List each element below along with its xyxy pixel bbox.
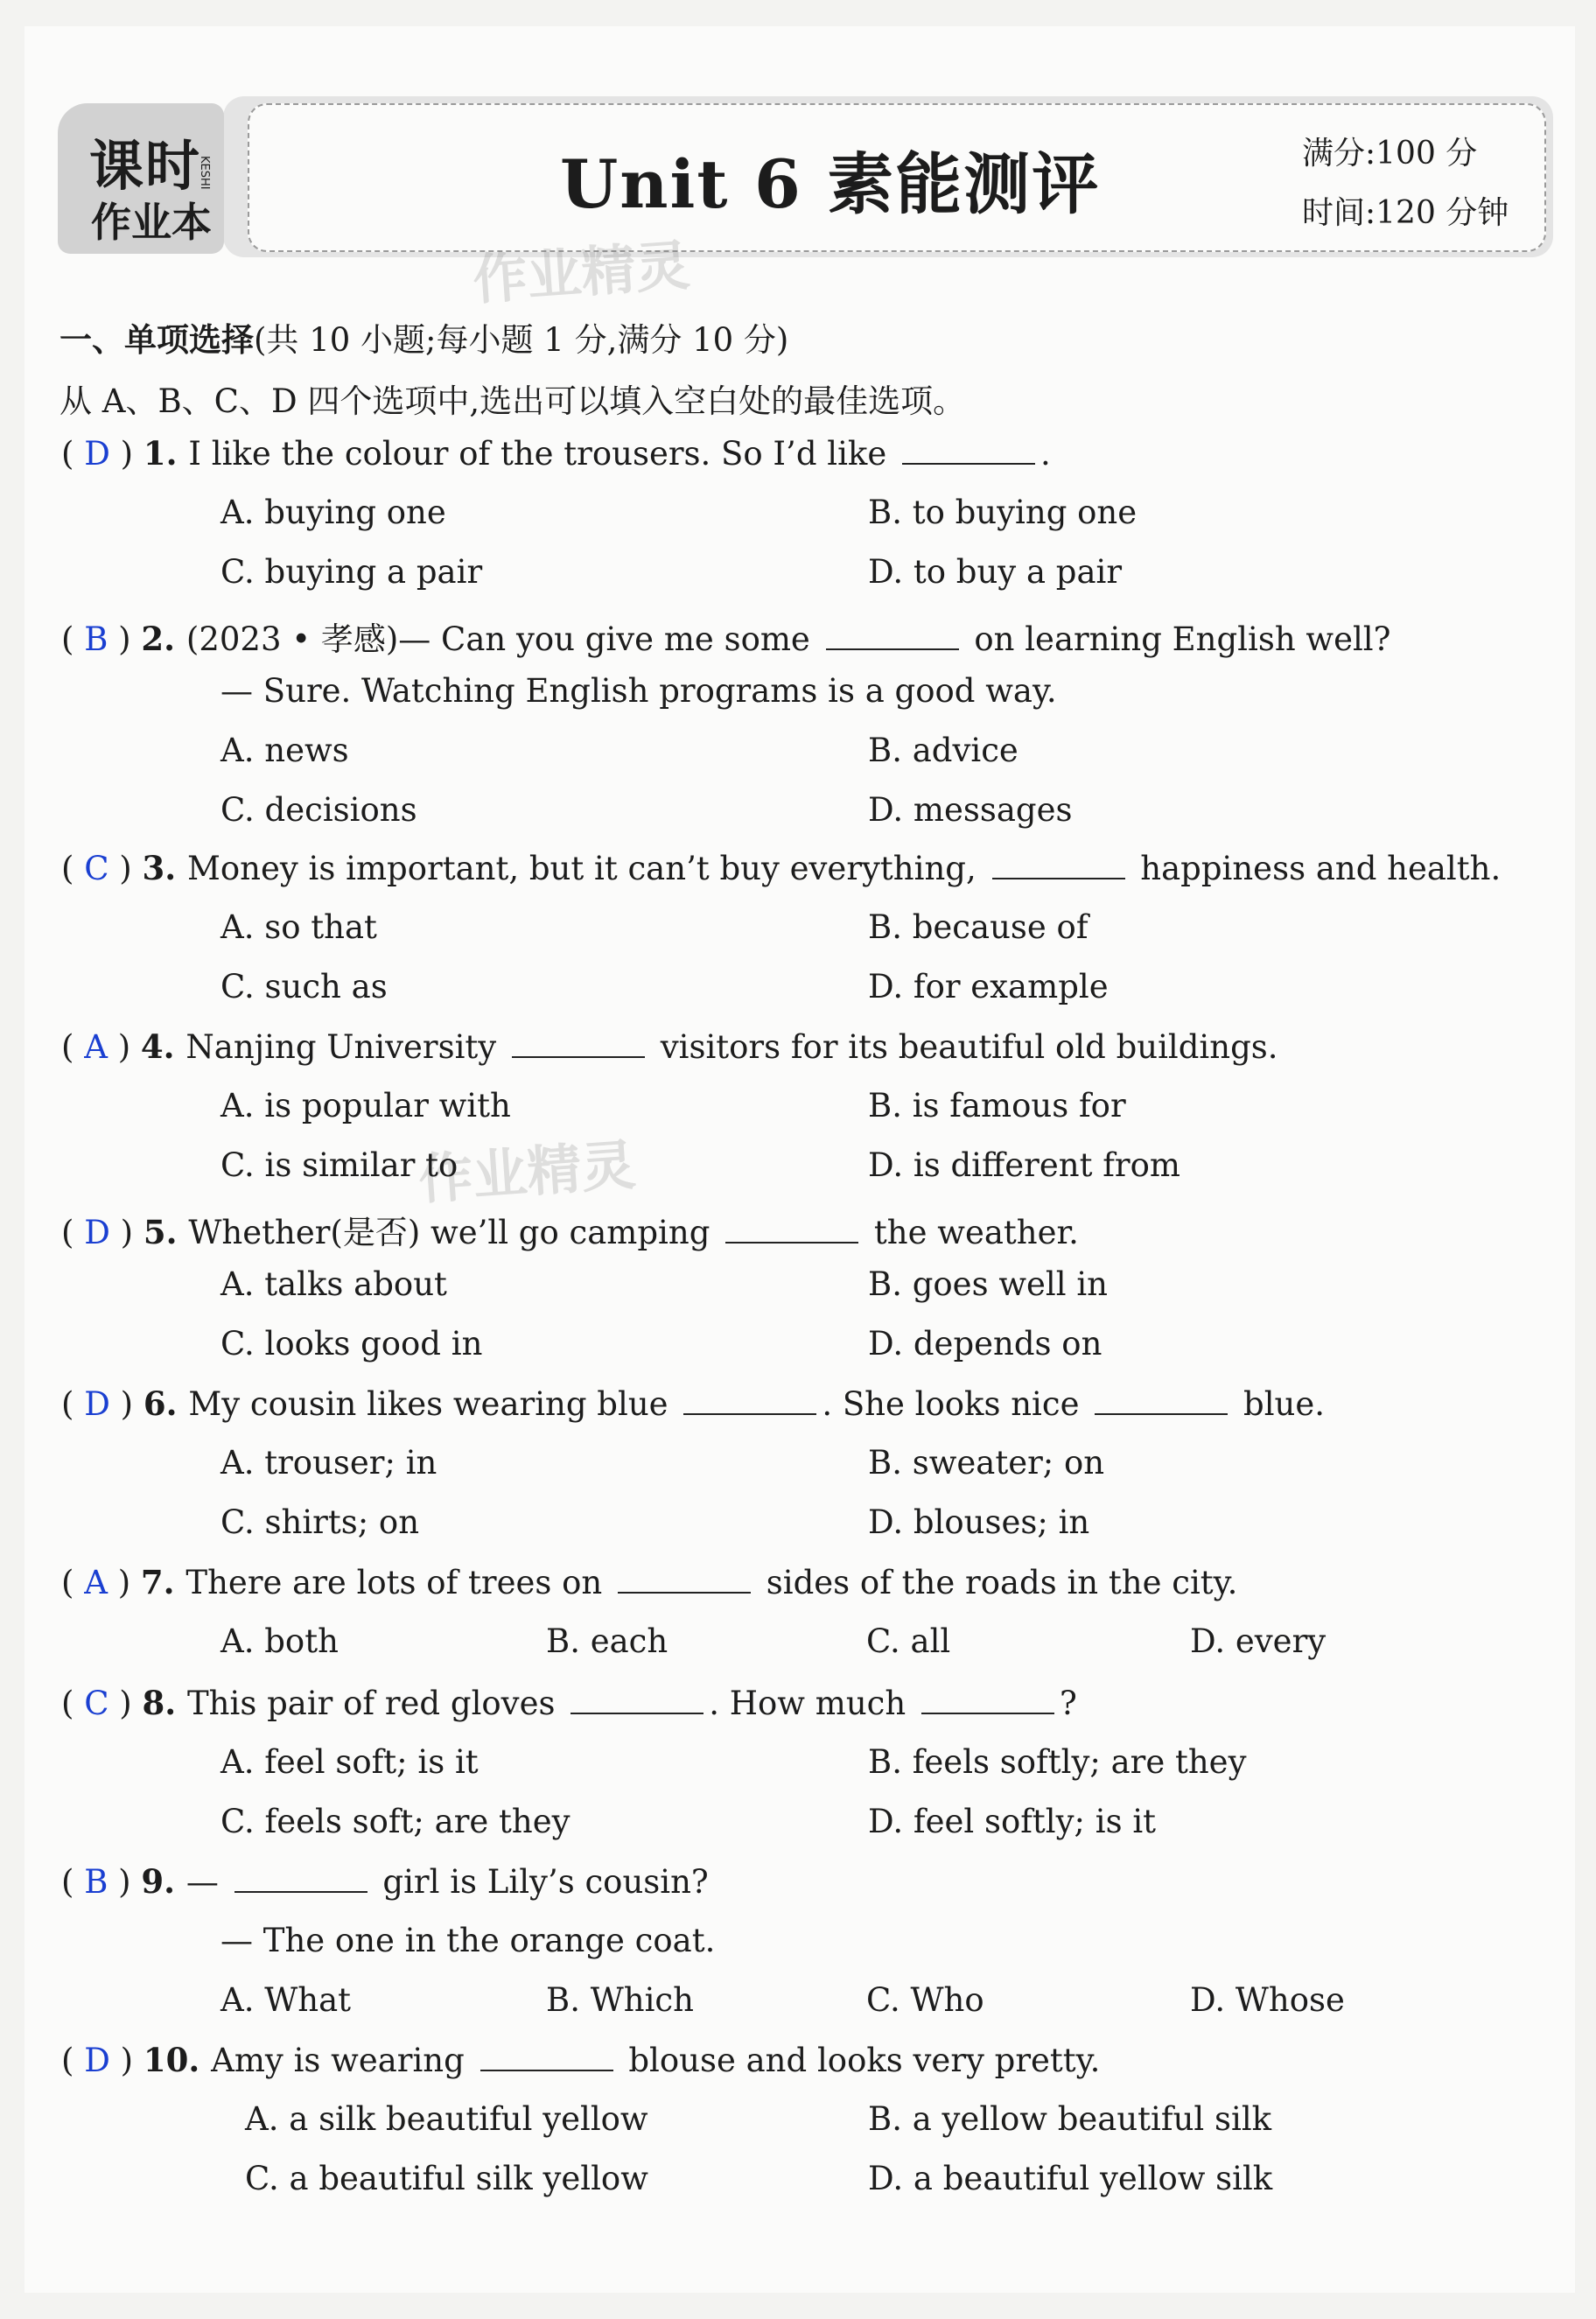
section-note: (共 10 小题;每小题 1 分,满分 10 分): [254, 321, 789, 359]
option-d: D. Whose: [1190, 1981, 1345, 2019]
option-b: B. goes well in: [868, 1265, 1108, 1303]
option-a: A. a silk beautiful yellow: [245, 2100, 648, 2138]
time-limit: 时间:120 分钟: [1302, 195, 1509, 231]
option-b: B. each: [546, 1622, 668, 1660]
answer-paren: ): [109, 435, 144, 473]
answer-paren: (: [61, 850, 85, 887]
stem-text: Amy is wearing: [211, 2042, 475, 2079]
question-number: 10.: [143, 2041, 212, 2079]
option-d: D. messages: [868, 791, 1073, 829]
question-number: 7.: [140, 1563, 186, 1601]
answer-paren: (: [61, 2042, 85, 2079]
watermark: 作业精灵: [416, 1132, 638, 1212]
stem-text: . How much: [709, 1685, 916, 1722]
option-b: B. advice: [868, 732, 1018, 769]
answer-blank: [618, 1566, 751, 1594]
stem-text: There are lots of trees on: [186, 1564, 612, 1601]
question-stem: [61, 434, 1051, 473]
question-number: 1.: [143, 434, 189, 473]
stem-text: blouse and looks very pretty.: [618, 2042, 1101, 2079]
option-a: A. What: [220, 1981, 352, 2019]
answer-blank: [921, 1686, 1054, 1714]
option-a: A. buying one: [220, 494, 446, 531]
option-a: A. feel soft; is it: [220, 1743, 479, 1781]
answer-paren: (: [61, 1214, 85, 1251]
option-b: B. to buying one: [868, 494, 1138, 531]
option-c: C. Who: [866, 1981, 984, 2019]
answer-letter: D: [84, 2042, 110, 2079]
option-a: A. trouser; in: [220, 1444, 438, 1482]
option-d: D. feel softly; is it: [868, 1803, 1157, 1840]
answer-blank: [725, 1216, 858, 1244]
stem-text: . She looks nice: [822, 1385, 1090, 1423]
answer-blank: [480, 2043, 613, 2071]
stem-line: — The one in the orange coat.: [220, 1922, 716, 1959]
option-a: A. is popular with: [220, 1087, 511, 1124]
answer-letter: B: [84, 620, 108, 658]
stem-text: —: [186, 1863, 229, 1901]
answer-paren: (: [61, 1564, 85, 1601]
option-a: A. both: [220, 1622, 339, 1660]
answer-paren: (: [61, 1028, 85, 1066]
option-c: C. shirts; on: [220, 1503, 420, 1541]
answer-paren: ): [108, 1685, 143, 1722]
option-c: C. feels soft; are they: [220, 1803, 570, 1840]
full-score: 满分:100 分: [1302, 136, 1478, 172]
question-number: 6.: [143, 1384, 189, 1423]
question-number: 9.: [141, 1862, 186, 1901]
question-number: 3.: [142, 849, 187, 887]
stem-text: Nanjing University: [186, 1028, 507, 1066]
answer-blank: [683, 1387, 816, 1415]
answer-blank: [992, 851, 1125, 879]
section-heading: [60, 313, 788, 361]
option-d: D. blouses; in: [868, 1503, 1090, 1541]
question-stem: [61, 1862, 709, 1901]
stem-text: .: [1040, 435, 1051, 473]
answer-paren: (: [61, 620, 85, 658]
option-d: D. is different from: [868, 1146, 1180, 1184]
option-a: A. news: [220, 732, 349, 769]
option-b: B. because of: [868, 908, 1088, 946]
answer-blank: [1095, 1387, 1228, 1415]
answer-blank: [826, 622, 959, 650]
answer-blank: [902, 437, 1035, 465]
answer-letter: A: [84, 1028, 108, 1066]
option-c: C. such as: [220, 968, 388, 1005]
watermark: 作业精灵: [471, 233, 692, 312]
question-stem: [61, 2041, 1100, 2079]
option-d: D. depends on: [868, 1325, 1102, 1363]
question-stem: [61, 1384, 1325, 1423]
score-info: [1302, 124, 1508, 243]
stem-text: happiness and health.: [1130, 850, 1502, 887]
option-c: C. is similar to: [220, 1146, 458, 1184]
section-instruction: 从 A、B、C、D 四个选项中,选出可以填入空白处的最佳选项。: [60, 382, 966, 420]
answer-paren: ): [108, 1863, 142, 1901]
answer-letter: D: [84, 435, 110, 473]
stem-text: This pair of red gloves: [187, 1685, 566, 1722]
stem-text: Whether(是否) we’ll go camping: [188, 1214, 721, 1251]
stem-text: (2023 • 孝感)— Can you give me some: [186, 620, 821, 658]
answer-letter: B: [84, 1863, 108, 1901]
answer-paren: (: [61, 1685, 85, 1722]
question-number: 8.: [142, 1684, 187, 1722]
option-c: C. a beautiful silk yellow: [245, 2160, 648, 2197]
answer-blank: [570, 1686, 704, 1714]
stem-text: girl is Lily’s cousin?: [372, 1863, 709, 1901]
option-b: B. feels softly; are they: [868, 1743, 1247, 1781]
answer-blank: [512, 1030, 645, 1058]
option-a: A. so that: [220, 908, 377, 946]
question-number: 4.: [140, 1027, 186, 1066]
answer-blank: [234, 1865, 368, 1893]
stem-text: My cousin likes wearing blue: [188, 1385, 679, 1423]
answer-letter: C: [84, 1685, 109, 1722]
answer-letter: D: [84, 1214, 110, 1251]
answer-paren: ): [109, 1385, 144, 1423]
answer-paren: ): [107, 1564, 141, 1601]
answer-letter: C: [84, 850, 109, 887]
answer-letter: A: [84, 1564, 108, 1601]
stem-text: Money is important, but it can’t buy everything,: [187, 850, 987, 887]
section-title: 一、单项选择: [60, 321, 254, 359]
badge-tiny-text: KESHI: [198, 156, 211, 190]
option-c: C. looks good in: [220, 1325, 483, 1363]
option-d: D. for example: [868, 968, 1109, 1005]
badge-top-text: 课时: [89, 134, 202, 198]
option-a: A. talks about: [220, 1265, 447, 1303]
answer-paren: (: [61, 435, 85, 473]
option-d: D. to buy a pair: [868, 553, 1123, 591]
answer-letter: D: [84, 1385, 110, 1423]
stem-line: — Sure. Watching English programs is a good way.: [220, 672, 1057, 710]
option-b: B. is famous for: [868, 1087, 1126, 1124]
option-c: C. decisions: [220, 791, 417, 829]
answer-paren: ): [108, 850, 143, 887]
option-b: B. sweater; on: [868, 1444, 1105, 1482]
question-number: 2.: [141, 620, 186, 658]
option-d: D. every: [1190, 1622, 1326, 1660]
question-stem: [61, 1563, 1237, 1601]
answer-paren: ): [107, 1028, 141, 1066]
answer-paren: ): [108, 620, 142, 658]
stem-text: visitors for its beautiful old buildings.: [649, 1028, 1278, 1066]
answer-paren: ): [109, 1214, 144, 1251]
question-stem: [61, 1027, 1278, 1066]
option-b: B. a yellow beautiful silk: [868, 2100, 1272, 2138]
stem-text: sides of the roads in the city.: [756, 1564, 1238, 1601]
stem-text: ?: [1059, 1685, 1077, 1722]
stem-text: on learning English well?: [963, 620, 1391, 658]
question-number: 5.: [143, 1213, 189, 1251]
stem-text: I like the colour of the trousers. So I’d like: [188, 435, 898, 473]
answer-paren: (: [61, 1385, 85, 1423]
answer-paren: ): [109, 2042, 144, 2079]
question-stem: [61, 613, 1390, 660]
page-title: Unit 6 素能测评: [560, 145, 1101, 223]
stem-text: the weather.: [864, 1214, 1079, 1251]
option-d: D. a beautiful yellow silk: [868, 2160, 1273, 2197]
question-stem: [61, 1684, 1077, 1722]
question-stem: [61, 849, 1501, 887]
answer-paren: (: [61, 1863, 85, 1901]
stem-text: blue.: [1233, 1385, 1326, 1423]
option-b: B. Which: [546, 1981, 694, 2019]
badge-bottom-text: 作业本: [91, 199, 212, 246]
option-c: C. all: [866, 1622, 951, 1660]
option-c: C. buying a pair: [220, 553, 483, 591]
question-stem: [61, 1206, 1079, 1253]
brand-badge: [58, 103, 224, 254]
